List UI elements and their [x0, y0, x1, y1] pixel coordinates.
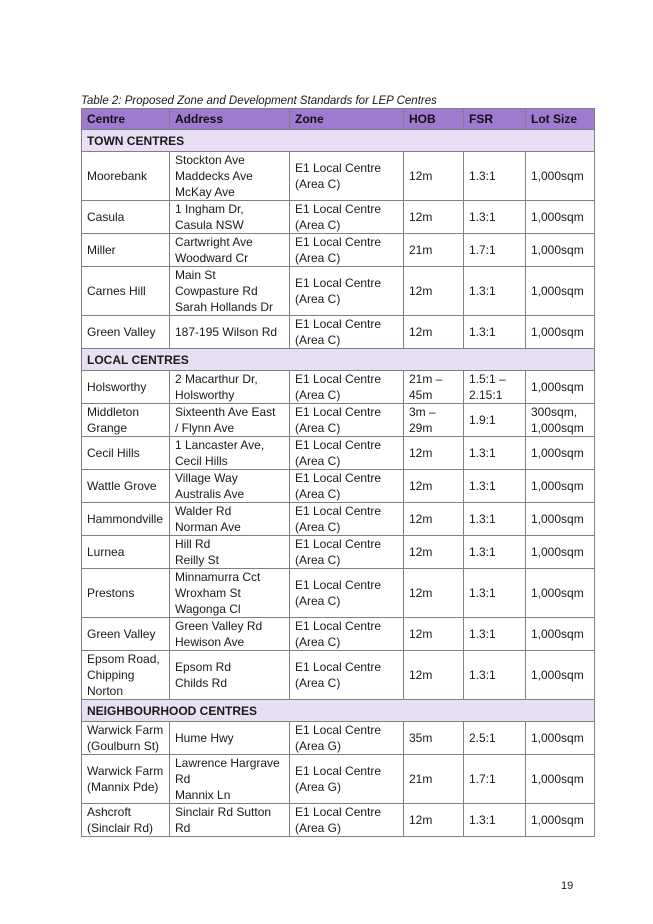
- cell-line: (Goulburn St): [87, 739, 160, 753]
- cell-line: Sarah Hollands Dr: [175, 300, 274, 314]
- cell-line: Wattle Grove: [87, 479, 157, 493]
- zone-cell: [290, 536, 404, 569]
- cell-line: (Area C): [295, 553, 341, 567]
- address-cell: [170, 755, 290, 804]
- cell-line: Cartwright Ave: [175, 235, 253, 249]
- lot-size-cell: [526, 618, 595, 651]
- zone-cell: [290, 651, 404, 700]
- cell-line: Green Valley: [87, 627, 156, 641]
- cell-line: Holsworthy: [87, 380, 147, 394]
- section-row: [82, 349, 595, 371]
- centre-cell: [82, 651, 170, 700]
- cell-line: 1.3:1: [469, 446, 496, 460]
- cell-line: Hill Rd: [175, 537, 211, 551]
- fsr-cell: [464, 651, 526, 700]
- cell-line: 1,000sqm: [531, 772, 584, 786]
- lot-size-cell: [526, 234, 595, 267]
- hob-cell: [404, 536, 464, 569]
- cell-line: Cecil Hills: [175, 454, 228, 468]
- cell-line: (Area C): [295, 177, 341, 191]
- lot-size-cell: [526, 536, 595, 569]
- cell-line: 1.9:1: [469, 413, 496, 427]
- fsr-cell: [464, 503, 526, 536]
- cell-line: 1,000sqm: [531, 545, 584, 559]
- cell-line: Main St: [175, 268, 216, 282]
- cell-line: (Area C): [295, 487, 341, 501]
- cell-line: (Area C): [295, 520, 341, 534]
- zone-cell: [290, 755, 404, 804]
- fsr-cell: [464, 267, 526, 316]
- zone-cell: [290, 152, 404, 201]
- cell-line: Miller: [87, 243, 116, 257]
- table-body: [82, 130, 595, 837]
- cell-line: 12m: [409, 668, 433, 682]
- cell-line: Carnes Hill: [87, 284, 146, 298]
- cell-line: 1.3:1: [469, 479, 496, 493]
- cell-line: E1 Local Centre: [295, 202, 382, 216]
- table-row: [82, 804, 595, 837]
- cell-line: 1,000sqm: [531, 586, 584, 600]
- cell-line: Village Way: [175, 471, 238, 485]
- fsr-cell: [464, 152, 526, 201]
- zone-cell: [290, 722, 404, 755]
- lot-size-cell: [526, 267, 595, 316]
- cell-line: 12m: [409, 545, 433, 559]
- lot-size-cell: [526, 569, 595, 618]
- cell-line: (Area C): [295, 635, 341, 649]
- cell-line: 1.3:1: [469, 668, 496, 682]
- table-row: [82, 316, 595, 349]
- cell-line: E1 Local Centre: [295, 805, 382, 819]
- zone-cell: [290, 437, 404, 470]
- centre-cell: [82, 569, 170, 618]
- address-cell: [170, 651, 290, 700]
- zone-cell: [290, 804, 404, 837]
- cell-line: Sixteenth Ave East: [175, 405, 276, 419]
- cell-line: Australis Ave: [175, 487, 245, 501]
- address-cell: [170, 618, 290, 651]
- cell-line: (Area C): [295, 251, 341, 265]
- cell-line: McKay Ave: [175, 185, 235, 199]
- lot-size-cell: [526, 201, 595, 234]
- cell-line: 1.3:1: [469, 284, 496, 298]
- table-row: [82, 722, 595, 755]
- centre-cell: [82, 804, 170, 837]
- header-lot-size: Lot Size: [526, 109, 595, 130]
- cell-line: E1 Local Centre: [295, 723, 382, 737]
- cell-line: 12m: [409, 479, 433, 493]
- cell-line: (Area G): [295, 739, 342, 753]
- cell-line: Wroxham St: [175, 586, 241, 600]
- lot-size-cell: [526, 722, 595, 755]
- cell-line: (Area G): [295, 780, 342, 794]
- cell-line: 29m: [409, 421, 433, 435]
- cell-line: Green Valley: [87, 325, 156, 339]
- hob-cell: [404, 371, 464, 404]
- header-hob: HOB: [404, 109, 464, 130]
- cell-line: 187-195 Wilson Rd: [175, 325, 278, 339]
- cell-line: Green Valley Rd: [175, 619, 263, 633]
- zone-cell: [290, 470, 404, 503]
- cell-line: Chipping: [87, 668, 135, 682]
- cell-line: Stockton Ave: [175, 153, 245, 167]
- cell-line: E1 Local Centre: [295, 537, 382, 551]
- cell-line: Moorebank: [87, 169, 148, 183]
- table-row: [82, 152, 595, 201]
- hob-cell: [404, 618, 464, 651]
- table-row: [82, 569, 595, 618]
- cell-line: Warwick Farm: [87, 764, 164, 778]
- lot-size-cell: [526, 371, 595, 404]
- cell-line: / Flynn Ave: [175, 421, 235, 435]
- fsr-cell: [464, 371, 526, 404]
- address-cell: [170, 503, 290, 536]
- hob-cell: [404, 201, 464, 234]
- cell-line: 21m: [409, 243, 433, 257]
- cell-line: E1 Local Centre: [295, 372, 382, 386]
- cell-line: 1.3:1: [469, 627, 496, 641]
- zone-cell: [290, 201, 404, 234]
- zone-cell: [290, 267, 404, 316]
- cell-line: Cowpasture Rd: [175, 284, 258, 298]
- hob-cell: [404, 437, 464, 470]
- cell-line: Lawrence Hargrave: [175, 756, 280, 770]
- address-cell: [170, 201, 290, 234]
- cell-line: 12m: [409, 210, 433, 224]
- cell-line: E1 Local Centre: [295, 660, 382, 674]
- cell-line: Wagonga Cl: [175, 602, 241, 616]
- hob-cell: [404, 503, 464, 536]
- centre-cell: [82, 152, 170, 201]
- cell-line: Mannix Ln: [175, 788, 231, 802]
- fsr-cell: [464, 722, 526, 755]
- address-cell: [170, 804, 290, 837]
- centre-cell: [82, 371, 170, 404]
- table-row: [82, 404, 595, 437]
- cell-line: Ashcroft: [87, 805, 132, 819]
- address-cell: [170, 536, 290, 569]
- cell-line: 1,000sqm: [531, 668, 584, 682]
- cell-line: E1 Local Centre: [295, 764, 382, 778]
- fsr-cell: [464, 316, 526, 349]
- cell-line: 1,000sqm: [531, 325, 584, 339]
- cell-line: (Area C): [295, 421, 341, 435]
- table-row: [82, 755, 595, 804]
- cell-line: 1,000sqm: [531, 446, 584, 460]
- centre-cell: [82, 316, 170, 349]
- lot-size-cell: [526, 651, 595, 700]
- hob-cell: [404, 722, 464, 755]
- hob-cell: [404, 470, 464, 503]
- cell-line: E1 Local Centre: [295, 405, 382, 419]
- section-row: [82, 130, 595, 152]
- cell-line: Rd: [175, 821, 191, 835]
- section-row: [82, 700, 595, 722]
- cell-line: 1.3:1: [469, 545, 496, 559]
- cell-line: 21m: [409, 772, 433, 786]
- lot-size-cell: [526, 804, 595, 837]
- table-row: [82, 201, 595, 234]
- cell-line: Hammondville: [87, 512, 164, 526]
- cell-line: Maddecks Ave: [175, 169, 253, 183]
- cell-line: (Area C): [295, 218, 341, 232]
- cell-line: Middleton: [87, 405, 140, 419]
- cell-line: E1 Local Centre: [295, 471, 382, 485]
- zone-cell: [290, 503, 404, 536]
- fsr-cell: [464, 470, 526, 503]
- cell-line: Minnamurra Cct: [175, 570, 261, 584]
- cell-line: (Area C): [295, 333, 341, 347]
- cell-line: E1 Local Centre: [295, 504, 382, 518]
- cell-line: (Sinclair Rd): [87, 821, 154, 835]
- cell-line: Holsworthy: [175, 388, 235, 402]
- centre-cell: [82, 503, 170, 536]
- lot-size-cell: [526, 316, 595, 349]
- table-row: [82, 618, 595, 651]
- cell-line: 35m: [409, 731, 433, 745]
- cell-line: Warwick Farm: [87, 723, 164, 737]
- table-row: [82, 651, 595, 700]
- fsr-cell: [464, 404, 526, 437]
- section-heading: LOCAL CENTRES: [82, 349, 595, 371]
- table-row: [82, 371, 595, 404]
- cell-line: Casula NSW: [175, 218, 244, 232]
- cell-line: 12m: [409, 325, 433, 339]
- fsr-cell: [464, 618, 526, 651]
- cell-line: Reilly St: [175, 553, 220, 567]
- cell-line: 1,000sqm: [531, 421, 584, 435]
- table-row: [82, 536, 595, 569]
- cell-line: 1,000sqm: [531, 512, 584, 526]
- cell-line: 1,000sqm: [531, 169, 584, 183]
- cell-line: (Area C): [295, 454, 341, 468]
- cell-line: (Area C): [295, 594, 341, 608]
- hob-cell: [404, 755, 464, 804]
- centre-cell: [82, 201, 170, 234]
- cell-line: Epsom Road,: [87, 652, 160, 666]
- table-caption: Table 2: Proposed Zone and Development Standards for LEP Centres: [81, 95, 437, 107]
- cell-line: Epsom Rd: [175, 660, 232, 674]
- cell-line: 2.15:1: [469, 388, 503, 402]
- fsr-cell: [464, 755, 526, 804]
- cell-line: 3m –: [409, 405, 436, 419]
- address-cell: [170, 470, 290, 503]
- cell-line: 2.5:1: [469, 731, 496, 745]
- centres-table: [81, 108, 595, 837]
- cell-line: 1.3:1: [469, 169, 496, 183]
- cell-line: Casula: [87, 210, 125, 224]
- cell-line: 300sqm,: [531, 405, 578, 419]
- hob-cell: [404, 267, 464, 316]
- cell-line: E1 Local Centre: [295, 317, 382, 331]
- cell-line: Hume Hwy: [175, 731, 234, 745]
- cell-line: Sinclair Rd Sutton: [175, 805, 272, 819]
- cell-line: 12m: [409, 169, 433, 183]
- lot-size-cell: [526, 503, 595, 536]
- cell-line: 1.3:1: [469, 586, 496, 600]
- cell-line: 21m –: [409, 372, 443, 386]
- cell-line: 1.3:1: [469, 210, 496, 224]
- cell-line: 2 Macarthur Dr,: [175, 372, 258, 386]
- cell-line: Hewison Ave: [175, 635, 245, 649]
- page-number: 19: [561, 880, 574, 892]
- centre-cell: [82, 234, 170, 267]
- cell-line: 1,000sqm: [531, 284, 584, 298]
- cell-line: Rd: [175, 772, 191, 786]
- cell-line: 1.7:1: [469, 772, 496, 786]
- centre-cell: [82, 722, 170, 755]
- fsr-cell: [464, 536, 526, 569]
- table-row: [82, 437, 595, 470]
- cell-line: Norman Ave: [175, 520, 241, 534]
- lot-size-cell: [526, 404, 595, 437]
- fsr-cell: [464, 569, 526, 618]
- table-row: [82, 503, 595, 536]
- cell-line: E1 Local Centre: [295, 276, 382, 290]
- table-row: [82, 267, 595, 316]
- centre-cell: [82, 267, 170, 316]
- cell-line: 1,000sqm: [531, 627, 584, 641]
- fsr-cell: [464, 437, 526, 470]
- cell-line: Cecil Hills: [87, 446, 140, 460]
- hob-cell: [404, 152, 464, 201]
- hob-cell: [404, 404, 464, 437]
- cell-line: 1.3:1: [469, 813, 496, 827]
- cell-line: (Area G): [295, 821, 342, 835]
- cell-line: 1,000sqm: [531, 210, 584, 224]
- header-address: Address: [170, 109, 290, 130]
- section-heading: TOWN CENTRES: [82, 130, 595, 152]
- hob-cell: [404, 804, 464, 837]
- fsr-cell: [464, 201, 526, 234]
- centre-cell: [82, 618, 170, 651]
- zone-cell: [290, 371, 404, 404]
- zone-cell: [290, 569, 404, 618]
- lot-size-cell: [526, 755, 595, 804]
- address-cell: [170, 267, 290, 316]
- address-cell: [170, 437, 290, 470]
- cell-line: 12m: [409, 813, 433, 827]
- cell-line: 1.7:1: [469, 243, 496, 257]
- cell-line: 1,000sqm: [531, 731, 584, 745]
- address-cell: [170, 569, 290, 618]
- cell-line: Lurnea: [87, 545, 125, 559]
- cell-line: Woodward Cr: [175, 251, 249, 265]
- cell-line: E1 Local Centre: [295, 161, 382, 175]
- cell-line: (Area C): [295, 292, 341, 306]
- section-heading: NEIGHBOURHOOD CENTRES: [82, 700, 595, 722]
- cell-line: 1,000sqm: [531, 380, 584, 394]
- cell-line: 12m: [409, 627, 433, 641]
- cell-line: E1 Local Centre: [295, 619, 382, 633]
- cell-line: E1 Local Centre: [295, 235, 382, 249]
- fsr-cell: [464, 234, 526, 267]
- zone-cell: [290, 618, 404, 651]
- address-cell: [170, 371, 290, 404]
- centre-cell: [82, 755, 170, 804]
- cell-line: E1 Local Centre: [295, 438, 382, 452]
- table-row: [82, 470, 595, 503]
- lot-size-cell: [526, 470, 595, 503]
- centre-cell: [82, 404, 170, 437]
- header-zone: Zone: [290, 109, 404, 130]
- address-cell: [170, 152, 290, 201]
- cell-line: 1.3:1: [469, 325, 496, 339]
- header-row: [82, 109, 595, 130]
- hob-cell: [404, 569, 464, 618]
- cell-line: 1.3:1: [469, 512, 496, 526]
- cell-line: (Area C): [295, 676, 341, 690]
- cell-line: 1,000sqm: [531, 479, 584, 493]
- zone-cell: [290, 404, 404, 437]
- cell-line: Walder Rd: [175, 504, 232, 518]
- header-centre: Centre: [82, 109, 170, 130]
- cell-line: Prestons: [87, 586, 135, 600]
- cell-line: 1 Lancaster Ave,: [175, 438, 265, 452]
- cell-line: 45m: [409, 388, 433, 402]
- hob-cell: [404, 234, 464, 267]
- address-cell: [170, 316, 290, 349]
- cell-line: 1.5:1 –: [469, 372, 506, 386]
- cell-line: 12m: [409, 284, 433, 298]
- cell-line: 12m: [409, 446, 433, 460]
- cell-line: 1,000sqm: [531, 243, 584, 257]
- centre-cell: [82, 437, 170, 470]
- cell-line: Grange: [87, 421, 128, 435]
- cell-line: E1 Local Centre: [295, 578, 382, 592]
- zone-cell: [290, 316, 404, 349]
- cell-line: Norton: [87, 684, 124, 698]
- fsr-cell: [464, 804, 526, 837]
- address-cell: [170, 404, 290, 437]
- centre-cell: [82, 470, 170, 503]
- zone-cell: [290, 234, 404, 267]
- hob-cell: [404, 316, 464, 349]
- cell-line: 1,000sqm: [531, 813, 584, 827]
- lot-size-cell: [526, 437, 595, 470]
- lot-size-cell: [526, 152, 595, 201]
- table-row: [82, 234, 595, 267]
- address-cell: [170, 722, 290, 755]
- cell-line: 12m: [409, 586, 433, 600]
- cell-line: (Mannix Pde): [87, 780, 159, 794]
- centre-cell: [82, 536, 170, 569]
- cell-line: Childs Rd: [175, 676, 228, 690]
- address-cell: [170, 234, 290, 267]
- header-fsr: FSR: [464, 109, 526, 130]
- cell-line: (Area C): [295, 388, 341, 402]
- hob-cell: [404, 651, 464, 700]
- cell-line: 12m: [409, 512, 433, 526]
- cell-line: 1 Ingham Dr,: [175, 202, 244, 216]
